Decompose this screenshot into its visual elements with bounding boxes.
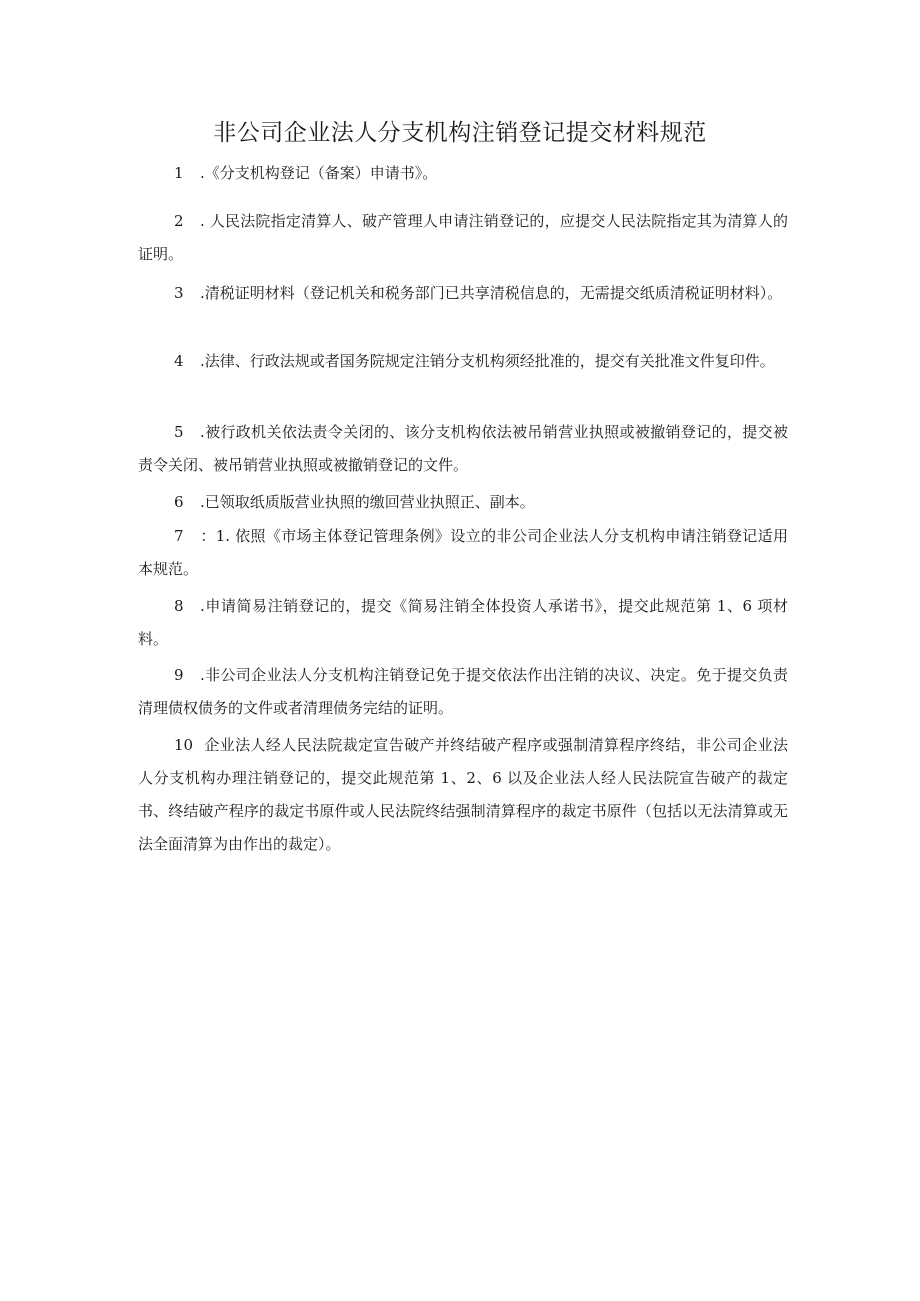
document-title: 非公司企业法人分支机构注销登记提交材料规范 xyxy=(213,120,707,146)
item-text: .清税证明材料（登记机关和税务部门已共享清税信息的，无需提交纸质清税证明材料）。 xyxy=(200,284,783,302)
item-text: .法律、行政法规或者国务院规定注销分支机构须经批准的，提交有关批准文件复印件。 xyxy=(200,352,775,370)
item-number: 8 xyxy=(174,597,184,615)
item-number: 2 xyxy=(174,212,184,230)
list-item xyxy=(138,520,788,586)
item-text: 企业法人经人民法院裁定宣告破产并终结破产程序或强制清算程序终结，非公司企业法人分支机构办理注销登记的，提交此规范第 1、2、6 以及企业法人经人民法院宣告破产的裁定书、终结破产程序的裁定书原件或人民法院终结强制清算程序的裁定书原件（包括以无法清算或无法全面清算为由作出的裁定）。 xyxy=(138,736,788,853)
list-item xyxy=(138,590,788,656)
list-item xyxy=(138,659,788,725)
item-number: 5 xyxy=(174,423,184,441)
item-number: 4 xyxy=(174,352,184,370)
item-number: 1 xyxy=(174,164,184,182)
item-text: .《分支机构登记（备案）申请书》。 xyxy=(200,164,438,182)
item-text: .被行政机关依法责令关闭的、该分支机构依法被吊销营业执照或被撤销登记的，提交被责令关闭、被吊销营业执照或被撤销登记的文件。 xyxy=(138,423,788,474)
item-text: . 人民法院指定清算人、破产管理人申请注销登记的，应提交人民法院指定其为清算人的证明。 xyxy=(138,212,788,263)
item-number: 9 xyxy=(174,666,184,684)
item-text: .申请简易注销登记的，提交《简易注销全体投资人承诺书》，提交此规范第 1、6 项材料。 xyxy=(138,597,788,648)
list-item xyxy=(138,416,788,482)
item-text: .非公司企业法人分支机构注销登记免于提交依法作出注销的决议、决定。免于提交负责清理债权债务的文件或者清理债务完结的证明。 xyxy=(138,666,788,717)
item-number: 7 xyxy=(174,527,184,545)
list-item xyxy=(138,729,788,861)
list-item xyxy=(138,486,788,519)
item-text: ：1. 依照《市场主体登记管理条例》设立的非公司企业法人分支机构申请注销登记适用本规范。 xyxy=(138,527,788,578)
item-number: 3 xyxy=(174,284,184,302)
list-item xyxy=(138,205,788,271)
list-item xyxy=(138,345,788,378)
item-number: 6 xyxy=(174,493,184,511)
list-item xyxy=(138,277,788,310)
item-text: .已领取纸质版营业执照的缴回营业执照正、副本。 xyxy=(200,493,535,511)
item-number: 10 xyxy=(174,736,194,754)
list-item xyxy=(138,157,788,190)
